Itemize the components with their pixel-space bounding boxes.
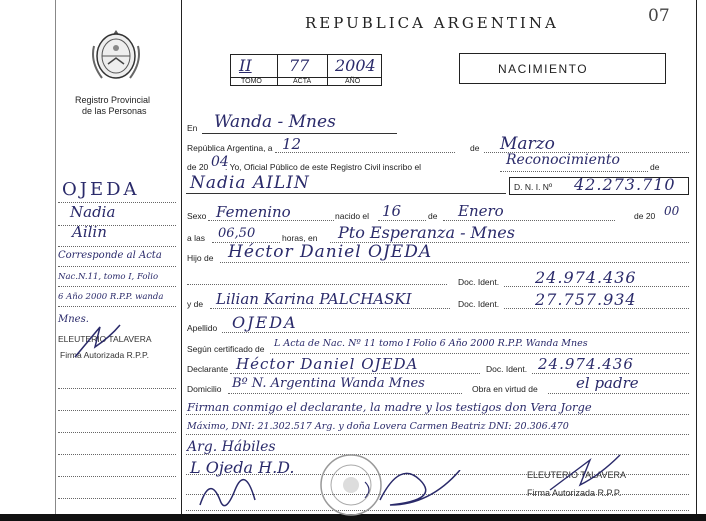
birth-year: 00: [664, 204, 680, 218]
volume-box: [230, 54, 382, 86]
birth-month: Enero: [458, 202, 504, 220]
witness-line-1: Firman conmigo el declarante, la madre y los testigos don Vera Jorge: [187, 400, 592, 414]
doc-label-mother: Doc. Ident.: [458, 299, 500, 309]
dni-box: [509, 177, 689, 195]
form-left-border: [181, 0, 182, 521]
witness-line-3: Arg. Hábiles: [187, 439, 276, 455]
birth-place: Pto Esperanza - Mnes: [338, 223, 515, 242]
registration-month: Marzo: [500, 134, 555, 154]
margin-note-3: 6 Año 2000 R.P.P. wanda: [58, 292, 164, 302]
margin-note-2: Nac.N.11, tomo I, Folio: [58, 272, 159, 282]
registry-line1: Registro Provincial: [75, 95, 151, 105]
country-header: REPUBLICA ARGENTINA: [305, 14, 559, 32]
declarante-label: Declarante: [187, 364, 229, 374]
oficial-text: . Yo, Oficial Público de este Registro Civil inscribo el: [225, 162, 422, 172]
child-full-name: Nadia AILIN: [190, 173, 310, 193]
virtue-of-value: el padre: [576, 374, 639, 392]
father-name: Héctor Daniel OJEDA: [228, 242, 433, 262]
de-label-3: de: [428, 211, 438, 221]
official-round-seal: [318, 452, 384, 518]
doc-label-father: Doc. Ident.: [458, 277, 500, 287]
birth-hour: 06,50: [218, 226, 256, 241]
declarant-name: Héctor Daniel OJEDA: [236, 355, 419, 373]
father-document: 24.974.436: [535, 268, 637, 287]
tomo-label: TOMO: [241, 78, 262, 85]
sexo-label: Sexo: [187, 211, 207, 221]
de-label-2: de: [650, 162, 660, 172]
de-label-1: de: [470, 143, 480, 153]
dni-label: D. N. I. Nº: [514, 182, 553, 192]
page-number: 07: [648, 6, 670, 26]
witness-line-2: Máximo, DNI: 21.302.517 Arg. y doña Lovera Carmen Beatriz DNI: 20.306.470: [187, 421, 569, 432]
apellido-label: Apellido: [187, 323, 218, 333]
horas-label: horas, en: [282, 233, 318, 243]
inscription-type: Reconocimiento: [506, 152, 620, 168]
margin-stamp-role: Firma Autorizada R.P.P.: [60, 350, 149, 360]
margin-signature: [70, 322, 130, 362]
margin-given-name-1: Nadia: [70, 203, 116, 221]
address-value: Bº N. Argentina Wanda Mnes: [232, 376, 425, 391]
nacido-label: nacido el: [335, 211, 370, 221]
document-type: NACIMIENTO: [498, 62, 589, 76]
republica-label: República Argentina, a: [187, 143, 273, 153]
sex-value: Femenino: [216, 203, 291, 221]
yde-label: y de: [187, 299, 204, 309]
ano-value: 2004: [335, 56, 376, 75]
hijo-label: Hijo de: [187, 253, 214, 263]
dni-value: 42.273.710: [574, 175, 676, 194]
alas-label: a las: [187, 233, 205, 243]
form-right-border: [696, 0, 697, 521]
margin-surname: OJEDA: [62, 179, 140, 200]
obra-label: Obra en virtud de: [472, 384, 538, 394]
segun-label: Según certificado de: [187, 344, 265, 354]
de20-label-2: de 20: [634, 211, 656, 221]
margin-note-1: Corresponde al Acta: [58, 250, 162, 261]
margin-stamp-name: ELEUTERIO TALAVERA: [58, 334, 152, 344]
registry-line2: de las Personas: [82, 106, 147, 116]
birth-day: 16: [382, 202, 402, 220]
acta-value: 77: [289, 56, 310, 75]
surname-value: OJEDA: [232, 313, 298, 332]
de20-label: de 20: [187, 162, 209, 172]
margin-note-4: Mnes.: [58, 314, 89, 325]
doc-label-declarant: Doc. Ident.: [486, 364, 528, 374]
domicilio-label: Domicilio: [187, 384, 222, 394]
official-signature: [540, 452, 680, 497]
signature-stamp-name: ELEUTERIO TALAVERA: [527, 470, 627, 480]
birth-registration-place: Wanda - Mnes: [214, 112, 336, 132]
certificate-source: L Acta de Nac. Nº 11 tomo I Folio 6 Año 2000 R.P.P. Wanda Mnes: [274, 338, 588, 349]
mother-document: 27.757.934: [535, 290, 637, 309]
ano-label: AÑO: [345, 78, 361, 85]
en-label: En: [187, 123, 198, 133]
signature-stamp-role: Firma Autorizada R.P.P.: [527, 488, 622, 498]
mother-name: Lilian Karina PALCHASKI: [216, 290, 412, 308]
declarant-document: 24.974.436: [538, 355, 634, 373]
document-type-box: [459, 53, 666, 84]
margin-divider: [55, 0, 56, 521]
registration-day: 12: [282, 135, 302, 153]
declarant-signature: L Ojeda H.D.: [190, 458, 295, 477]
acta-label: ACTA: [293, 78, 312, 85]
registration-year: 04: [211, 154, 229, 170]
tomo-value: II: [239, 56, 252, 75]
margin-given-name-2: Ailin: [72, 223, 107, 241]
coat-of-arms-emblem: [88, 26, 144, 86]
